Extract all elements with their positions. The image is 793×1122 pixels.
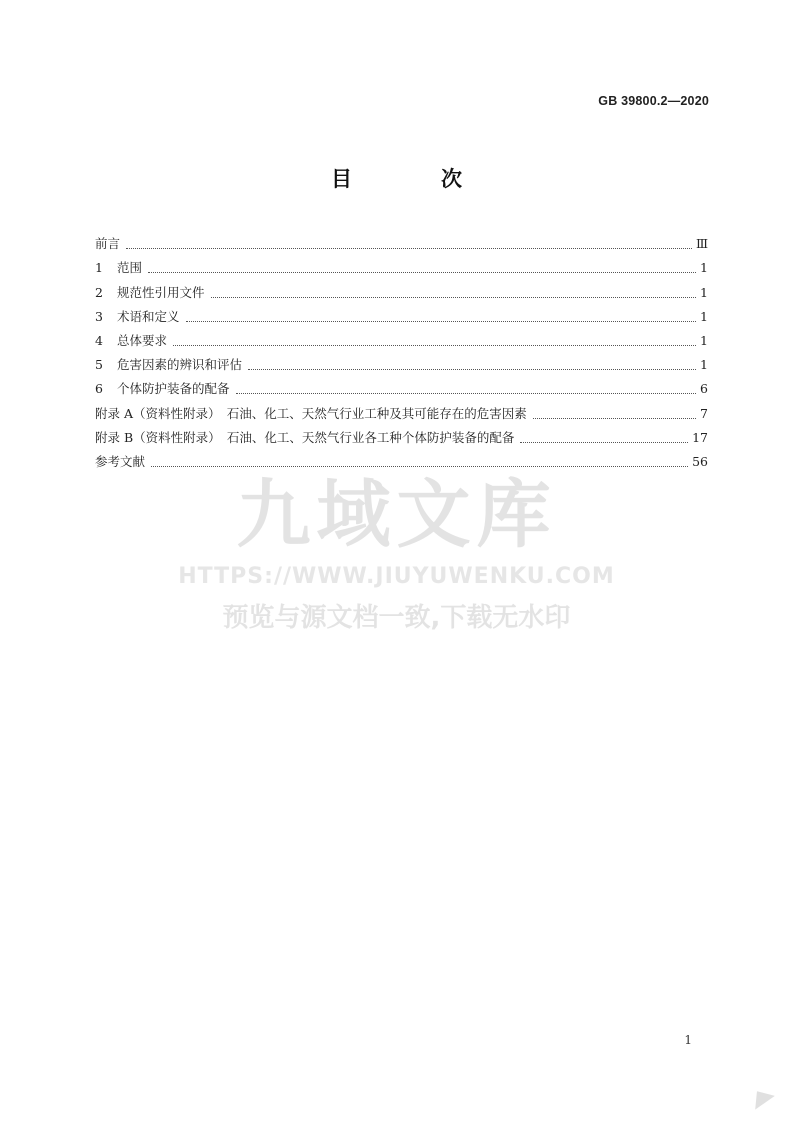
toc-entry-page: 1 bbox=[700, 357, 708, 373]
toc-entry-page: 1 bbox=[700, 284, 708, 300]
watermark-brand: 九域文库 bbox=[236, 472, 557, 558]
toc-entry-number: 3 bbox=[95, 308, 103, 324]
toc-entry-label: 总体要求 bbox=[117, 332, 168, 348]
toc-entry-label: 前言 bbox=[95, 236, 121, 252]
toc-entry-label: 参考文献 bbox=[95, 453, 146, 469]
toc-entry-page: 1 bbox=[700, 332, 708, 348]
toc-entry-number: 4 bbox=[95, 332, 103, 348]
toc-entry-page: 56 bbox=[692, 453, 708, 469]
toc-entry-label: 附录 B（资料性附录） 石油、化工、天然气行业各工种个体防护装备的配备 bbox=[95, 429, 515, 445]
table-of-contents bbox=[95, 228, 708, 470]
toc-entry-hazard-identification[interactable] bbox=[95, 349, 708, 373]
toc-entry-label: 术语和定义 bbox=[117, 308, 180, 324]
toc-leader-dots bbox=[533, 417, 696, 419]
toc-entry-label: 附录 A（资料性附录） 石油、化工、天然气行业工种及其可能存在的危害因素 bbox=[95, 405, 527, 421]
page-number: 1 bbox=[684, 1033, 692, 1047]
toc-entry-page: 1 bbox=[700, 260, 708, 276]
watermark-url: HTTPS://WWW.JIUYUWENKU.COM bbox=[178, 564, 615, 589]
toc-entry-label: 个体防护装备的配备 bbox=[117, 381, 230, 397]
toc-leader-dots bbox=[211, 296, 696, 298]
corner-arrow-icon bbox=[747, 1084, 775, 1109]
toc-entry-page: 1 bbox=[700, 308, 708, 324]
toc-leader-dots bbox=[151, 465, 688, 467]
toc-entry-number: 6 bbox=[95, 381, 103, 397]
toc-entry-appendix-b[interactable] bbox=[95, 422, 708, 446]
watermark-slogan: 预览与源文档一致,下载无水印 bbox=[222, 603, 571, 633]
toc-leader-dots bbox=[520, 441, 688, 443]
watermark bbox=[0, 470, 793, 634]
toc-entry-page: 17 bbox=[692, 429, 708, 445]
toc-entry-general-requirements[interactable] bbox=[95, 325, 708, 349]
toc-entry-bibliography[interactable] bbox=[95, 446, 708, 470]
toc-entry-foreword[interactable] bbox=[95, 228, 708, 252]
toc-leader-dots bbox=[248, 368, 696, 370]
toc-entry-scope[interactable] bbox=[95, 252, 708, 276]
toc-entry-normative-references[interactable] bbox=[95, 276, 708, 300]
toc-leader-dots bbox=[173, 344, 696, 346]
toc-title: 目 次 bbox=[331, 167, 496, 191]
toc-entry-ppe-equipment[interactable] bbox=[95, 373, 708, 397]
toc-entry-label: 规范性引用文件 bbox=[117, 284, 205, 300]
toc-entry-terms[interactable] bbox=[95, 301, 708, 325]
toc-entry-page: Ⅲ bbox=[695, 236, 708, 252]
toc-entry-page: 6 bbox=[700, 381, 708, 397]
toc-leader-dots bbox=[236, 392, 696, 394]
toc-leader-dots bbox=[148, 271, 696, 273]
standard-code: GB 39800.2—2020 bbox=[598, 94, 709, 108]
toc-leader-dots bbox=[186, 320, 696, 322]
toc-leader-dots bbox=[126, 247, 692, 249]
toc-entry-number: 1 bbox=[95, 260, 103, 276]
toc-entry-label: 范围 bbox=[117, 260, 143, 276]
toc-entry-number: 5 bbox=[95, 357, 103, 373]
toc-entry-number: 2 bbox=[95, 284, 103, 300]
toc-entry-page: 7 bbox=[700, 405, 708, 421]
toc-entry-label: 危害因素的辨识和评估 bbox=[117, 357, 243, 373]
toc-entry-appendix-a[interactable] bbox=[95, 397, 708, 421]
